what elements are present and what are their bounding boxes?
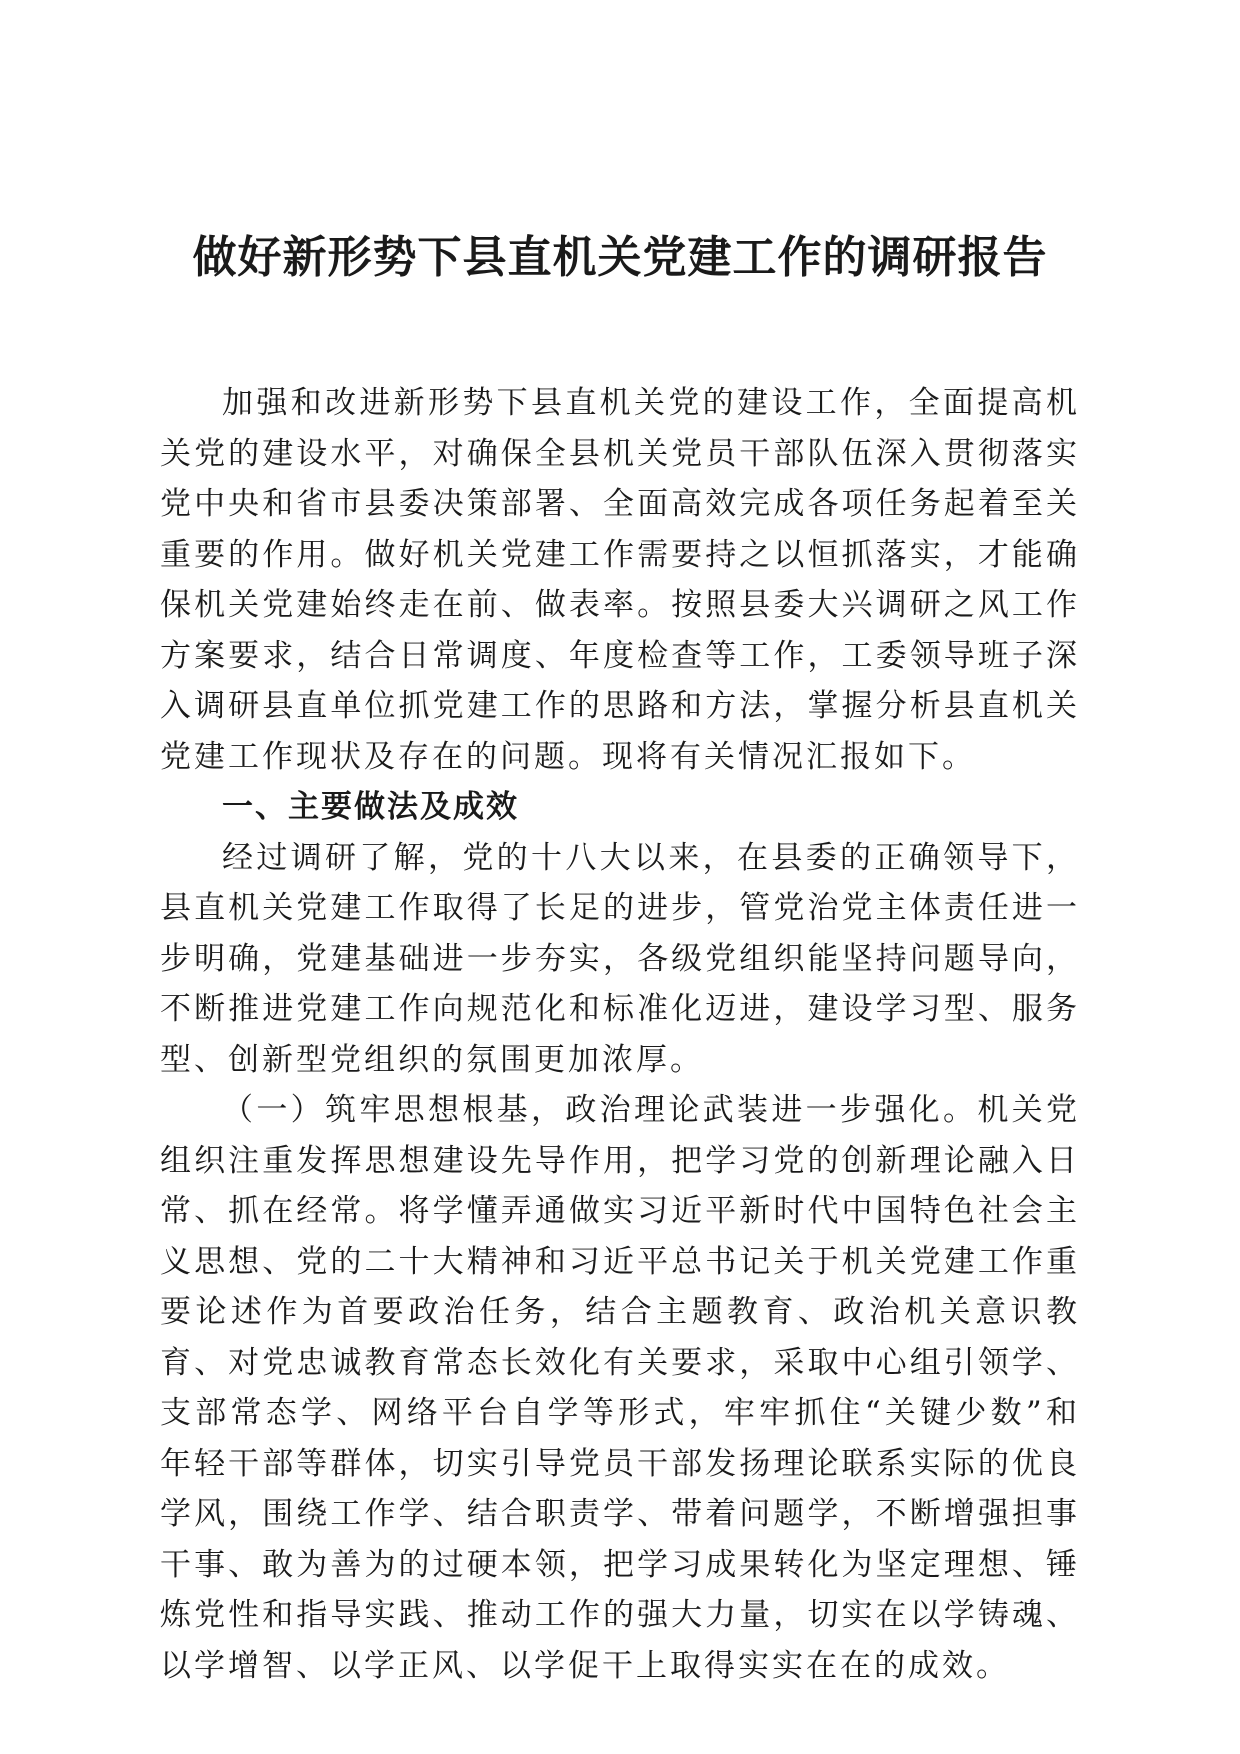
document-body <box>160 378 1080 1691</box>
section-summary-paragraph: 经过调研了解，党的十八大以来，在县委的正确领导下，县直机关党建工作取得了长足的进步，管党治党主体责任进一步明确，党建基础进一步夯实，各级党组织能坚持问题导向，不断推进党建工作向规范化和标准化迈进，建设学习型、服务型、创新型党组织的氛围更加浓厚。 <box>160 839 1080 1078</box>
intro-paragraph: 加强和改进新形势下县直机关党的建设工作，全面提高机关党的建设水平，对确保全县机关党员干部队伍深入贯彻落实党中央和省市县委决策部署、全面高效完成各项任务起着至关重要的作用。做好机关党建工作需要持之以恒抓落实，才能确保机关党建始终走在前、做表率。按照县委大兴调研之风工作方案要求，结合日常调度、年度检查等工作，工委领导班子深入调研县直单位抓党建工作的思路和方法，掌握分析县直机关党建工作现状及存在的问题。现将有关情况汇报如下。 <box>160 385 1080 775</box>
subsection-paragraph: （一）筑牢思想根基，政治理论武装进一步强化。机关党组织注重发挥思想建设先导作用，把学习党的创新理论融入日常、抓在经常。将学懂弄通做实习近平新时代中国特色社会主义思想、党的二十大精神和习近平总书记关于机关党建工作重要论述作为首要政治任务，结合主题教育、政治机关意识教育、对党忠诚教育常态长效化有关要求，采取中心组引领学、支部常态学、网络平台自学等形式，牢牢抓住“关键少数”和年轻干部等群体，切实引导党员干部发扬理论联系实际的优良学风，围绕工作学、结合职责学、带着问题学，不断增强担事干事、敢为善为的过硬本领，把学习成果转化为坚定理想、锤炼党性和指导实践、推动工作的强大力量，切实在以学铸魂、以学增智、以学正风、以学促干上取得实实在在的成效。 <box>160 1092 1080 1684</box>
section-heading: 一、主要做法及成效 <box>222 789 519 825</box>
document-title: 做好新形势下县直机关党建工作的调研报告 <box>192 232 1048 283</box>
